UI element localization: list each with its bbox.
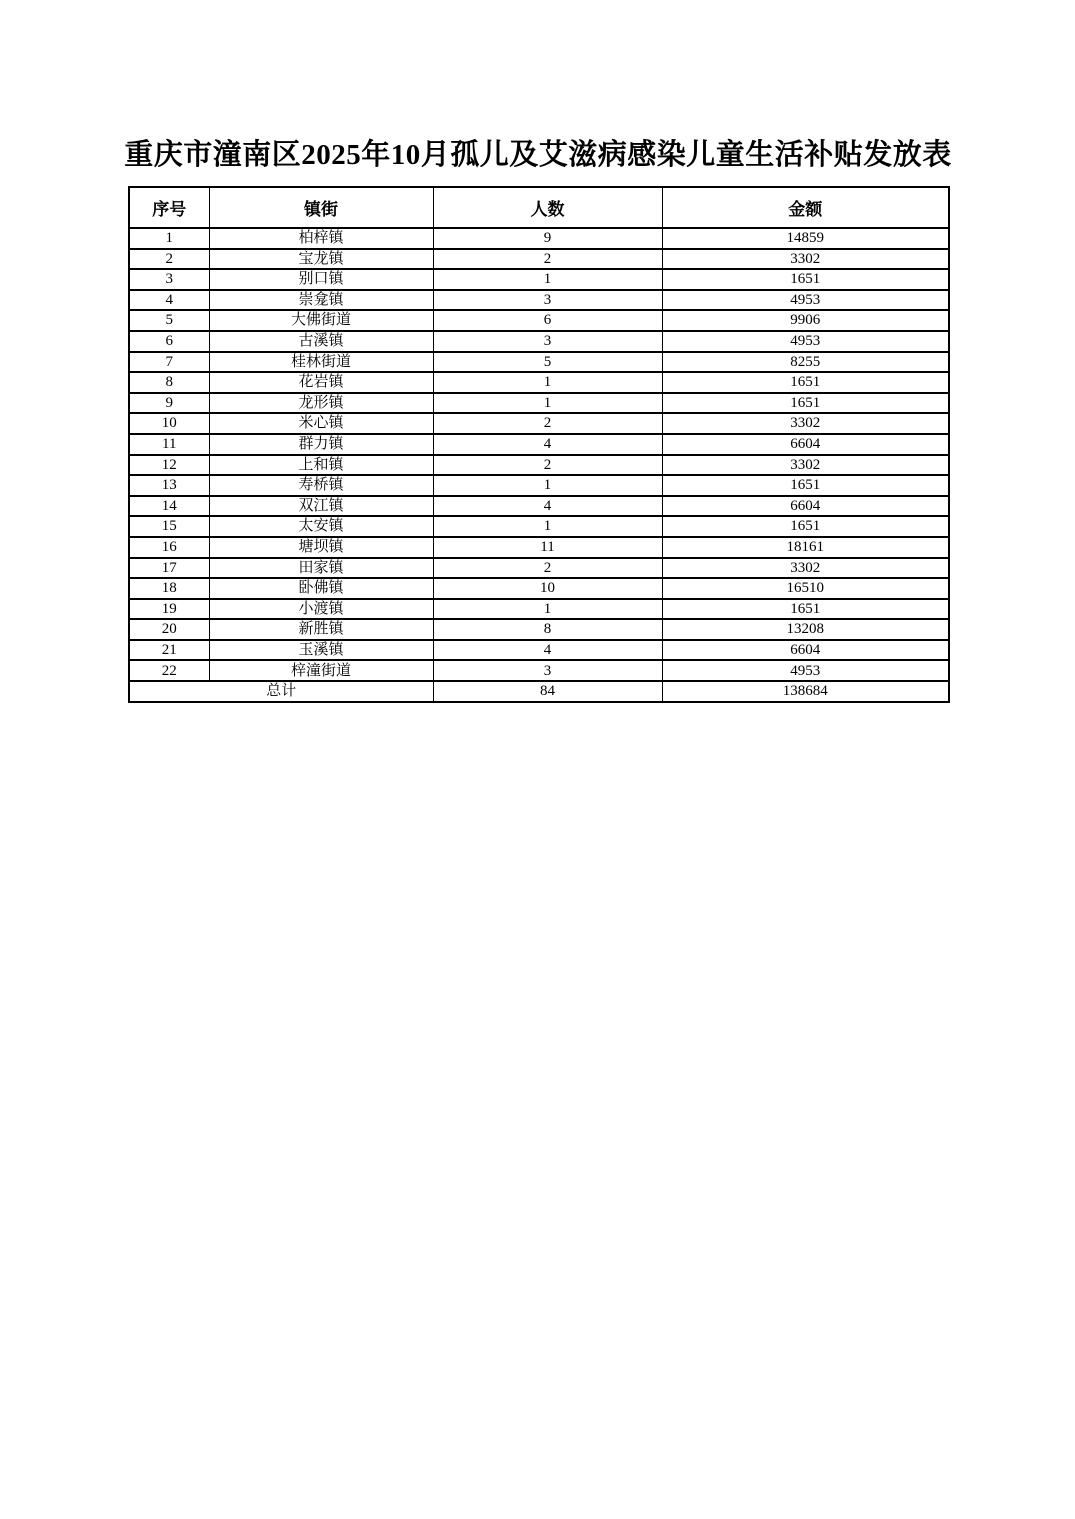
cell-index: 1 bbox=[129, 228, 209, 249]
cell-town: 宝龙镇 bbox=[209, 249, 433, 270]
table-row bbox=[129, 352, 949, 373]
cell-town: 龙形镇 bbox=[209, 393, 433, 414]
cell-amount: 18161 bbox=[662, 537, 949, 558]
table-row bbox=[129, 393, 949, 414]
total-count: 84 bbox=[433, 681, 662, 702]
cell-count: 6 bbox=[433, 310, 662, 331]
table-row bbox=[129, 455, 949, 476]
cell-town: 别口镇 bbox=[209, 269, 433, 290]
cell-count: 4 bbox=[433, 496, 662, 517]
cell-count: 1 bbox=[433, 475, 662, 496]
cell-town: 梓潼街道 bbox=[209, 660, 433, 681]
cell-town: 田家镇 bbox=[209, 558, 433, 579]
cell-count: 1 bbox=[433, 393, 662, 414]
cell-index: 7 bbox=[129, 352, 209, 373]
cell-index: 13 bbox=[129, 475, 209, 496]
table-row bbox=[129, 413, 949, 434]
cell-index: 16 bbox=[129, 537, 209, 558]
cell-count: 9 bbox=[433, 228, 662, 249]
cell-town: 玉溪镇 bbox=[209, 640, 433, 661]
cell-town: 寿桥镇 bbox=[209, 475, 433, 496]
cell-amount: 3302 bbox=[662, 413, 949, 434]
table-row bbox=[129, 331, 949, 352]
cell-town: 桂林街道 bbox=[209, 352, 433, 373]
cell-amount: 8255 bbox=[662, 352, 949, 373]
header-row bbox=[129, 187, 949, 228]
table-row bbox=[129, 537, 949, 558]
cell-index: 11 bbox=[129, 434, 209, 455]
cell-town: 古溪镇 bbox=[209, 331, 433, 352]
cell-index: 10 bbox=[129, 413, 209, 434]
column-header-town: 镇街 bbox=[209, 187, 433, 228]
table-row bbox=[129, 228, 949, 249]
cell-amount: 3302 bbox=[662, 249, 949, 270]
cell-index: 18 bbox=[129, 578, 209, 599]
cell-amount: 3302 bbox=[662, 558, 949, 579]
cell-amount: 13208 bbox=[662, 619, 949, 640]
cell-index: 12 bbox=[129, 455, 209, 476]
cell-amount: 14859 bbox=[662, 228, 949, 249]
total-row bbox=[129, 681, 949, 702]
subsidy-table bbox=[128, 186, 950, 703]
cell-count: 2 bbox=[433, 249, 662, 270]
cell-index: 22 bbox=[129, 660, 209, 681]
cell-amount: 6604 bbox=[662, 496, 949, 517]
cell-count: 11 bbox=[433, 537, 662, 558]
cell-count: 5 bbox=[433, 352, 662, 373]
cell-index: 6 bbox=[129, 331, 209, 352]
cell-amount: 16510 bbox=[662, 578, 949, 599]
table-header bbox=[129, 187, 949, 228]
table-row bbox=[129, 269, 949, 290]
cell-amount: 4953 bbox=[662, 290, 949, 311]
cell-count: 3 bbox=[433, 331, 662, 352]
cell-index: 17 bbox=[129, 558, 209, 579]
cell-amount: 6604 bbox=[662, 434, 949, 455]
table-row bbox=[129, 640, 949, 661]
table-row bbox=[129, 310, 949, 331]
cell-count: 2 bbox=[433, 558, 662, 579]
cell-index: 14 bbox=[129, 496, 209, 517]
cell-town: 新胜镇 bbox=[209, 619, 433, 640]
table-row bbox=[129, 578, 949, 599]
column-header-count: 人数 bbox=[433, 187, 662, 228]
table-row bbox=[129, 434, 949, 455]
cell-index: 19 bbox=[129, 599, 209, 620]
cell-index: 15 bbox=[129, 516, 209, 537]
cell-count: 3 bbox=[433, 660, 662, 681]
table-row bbox=[129, 249, 949, 270]
cell-town: 双江镇 bbox=[209, 496, 433, 517]
cell-count: 1 bbox=[433, 372, 662, 393]
cell-count: 1 bbox=[433, 599, 662, 620]
cell-amount: 9906 bbox=[662, 310, 949, 331]
cell-amount: 3302 bbox=[662, 455, 949, 476]
cell-town: 群力镇 bbox=[209, 434, 433, 455]
page-title: 重庆市潼南区2025年10月孤儿及艾滋病感染儿童生活补贴发放表 bbox=[124, 139, 952, 171]
cell-town: 大佛街道 bbox=[209, 310, 433, 331]
cell-amount: 1651 bbox=[662, 475, 949, 496]
column-header-amount: 金额 bbox=[662, 187, 949, 228]
total-amount: 138684 bbox=[662, 681, 949, 702]
cell-index: 8 bbox=[129, 372, 209, 393]
table-row bbox=[129, 372, 949, 393]
cell-index: 9 bbox=[129, 393, 209, 414]
cell-index: 4 bbox=[129, 290, 209, 311]
table-row bbox=[129, 599, 949, 620]
cell-count: 4 bbox=[433, 640, 662, 661]
cell-amount: 1651 bbox=[662, 393, 949, 414]
table-row bbox=[129, 619, 949, 640]
cell-index: 3 bbox=[129, 269, 209, 290]
cell-count: 2 bbox=[433, 455, 662, 476]
cell-town: 米心镇 bbox=[209, 413, 433, 434]
cell-count: 1 bbox=[433, 269, 662, 290]
table-row bbox=[129, 516, 949, 537]
cell-index: 21 bbox=[129, 640, 209, 661]
cell-index: 2 bbox=[129, 249, 209, 270]
cell-town: 花岩镇 bbox=[209, 372, 433, 393]
table-row bbox=[129, 660, 949, 681]
table-row bbox=[129, 558, 949, 579]
cell-count: 2 bbox=[433, 413, 662, 434]
cell-town: 崇龛镇 bbox=[209, 290, 433, 311]
cell-amount: 1651 bbox=[662, 599, 949, 620]
cell-count: 3 bbox=[433, 290, 662, 311]
table-row bbox=[129, 290, 949, 311]
cell-amount: 4953 bbox=[662, 660, 949, 681]
cell-index: 20 bbox=[129, 619, 209, 640]
cell-count: 1 bbox=[433, 516, 662, 537]
cell-amount: 1651 bbox=[662, 516, 949, 537]
cell-amount: 1651 bbox=[662, 372, 949, 393]
cell-town: 小渡镇 bbox=[209, 599, 433, 620]
cell-amount: 1651 bbox=[662, 269, 949, 290]
cell-count: 8 bbox=[433, 619, 662, 640]
cell-town: 卧佛镇 bbox=[209, 578, 433, 599]
cell-town: 上和镇 bbox=[209, 455, 433, 476]
cell-town: 柏梓镇 bbox=[209, 228, 433, 249]
cell-amount: 4953 bbox=[662, 331, 949, 352]
total-label: 总计 bbox=[129, 681, 433, 702]
table-row bbox=[129, 496, 949, 517]
table-footer bbox=[129, 681, 949, 702]
cell-town: 塘坝镇 bbox=[209, 537, 433, 558]
cell-count: 10 bbox=[433, 578, 662, 599]
cell-count: 4 bbox=[433, 434, 662, 455]
column-header-index: 序号 bbox=[129, 187, 209, 228]
cell-index: 5 bbox=[129, 310, 209, 331]
table-row bbox=[129, 475, 949, 496]
table-body bbox=[129, 228, 949, 681]
cell-town: 太安镇 bbox=[209, 516, 433, 537]
cell-amount: 6604 bbox=[662, 640, 949, 661]
